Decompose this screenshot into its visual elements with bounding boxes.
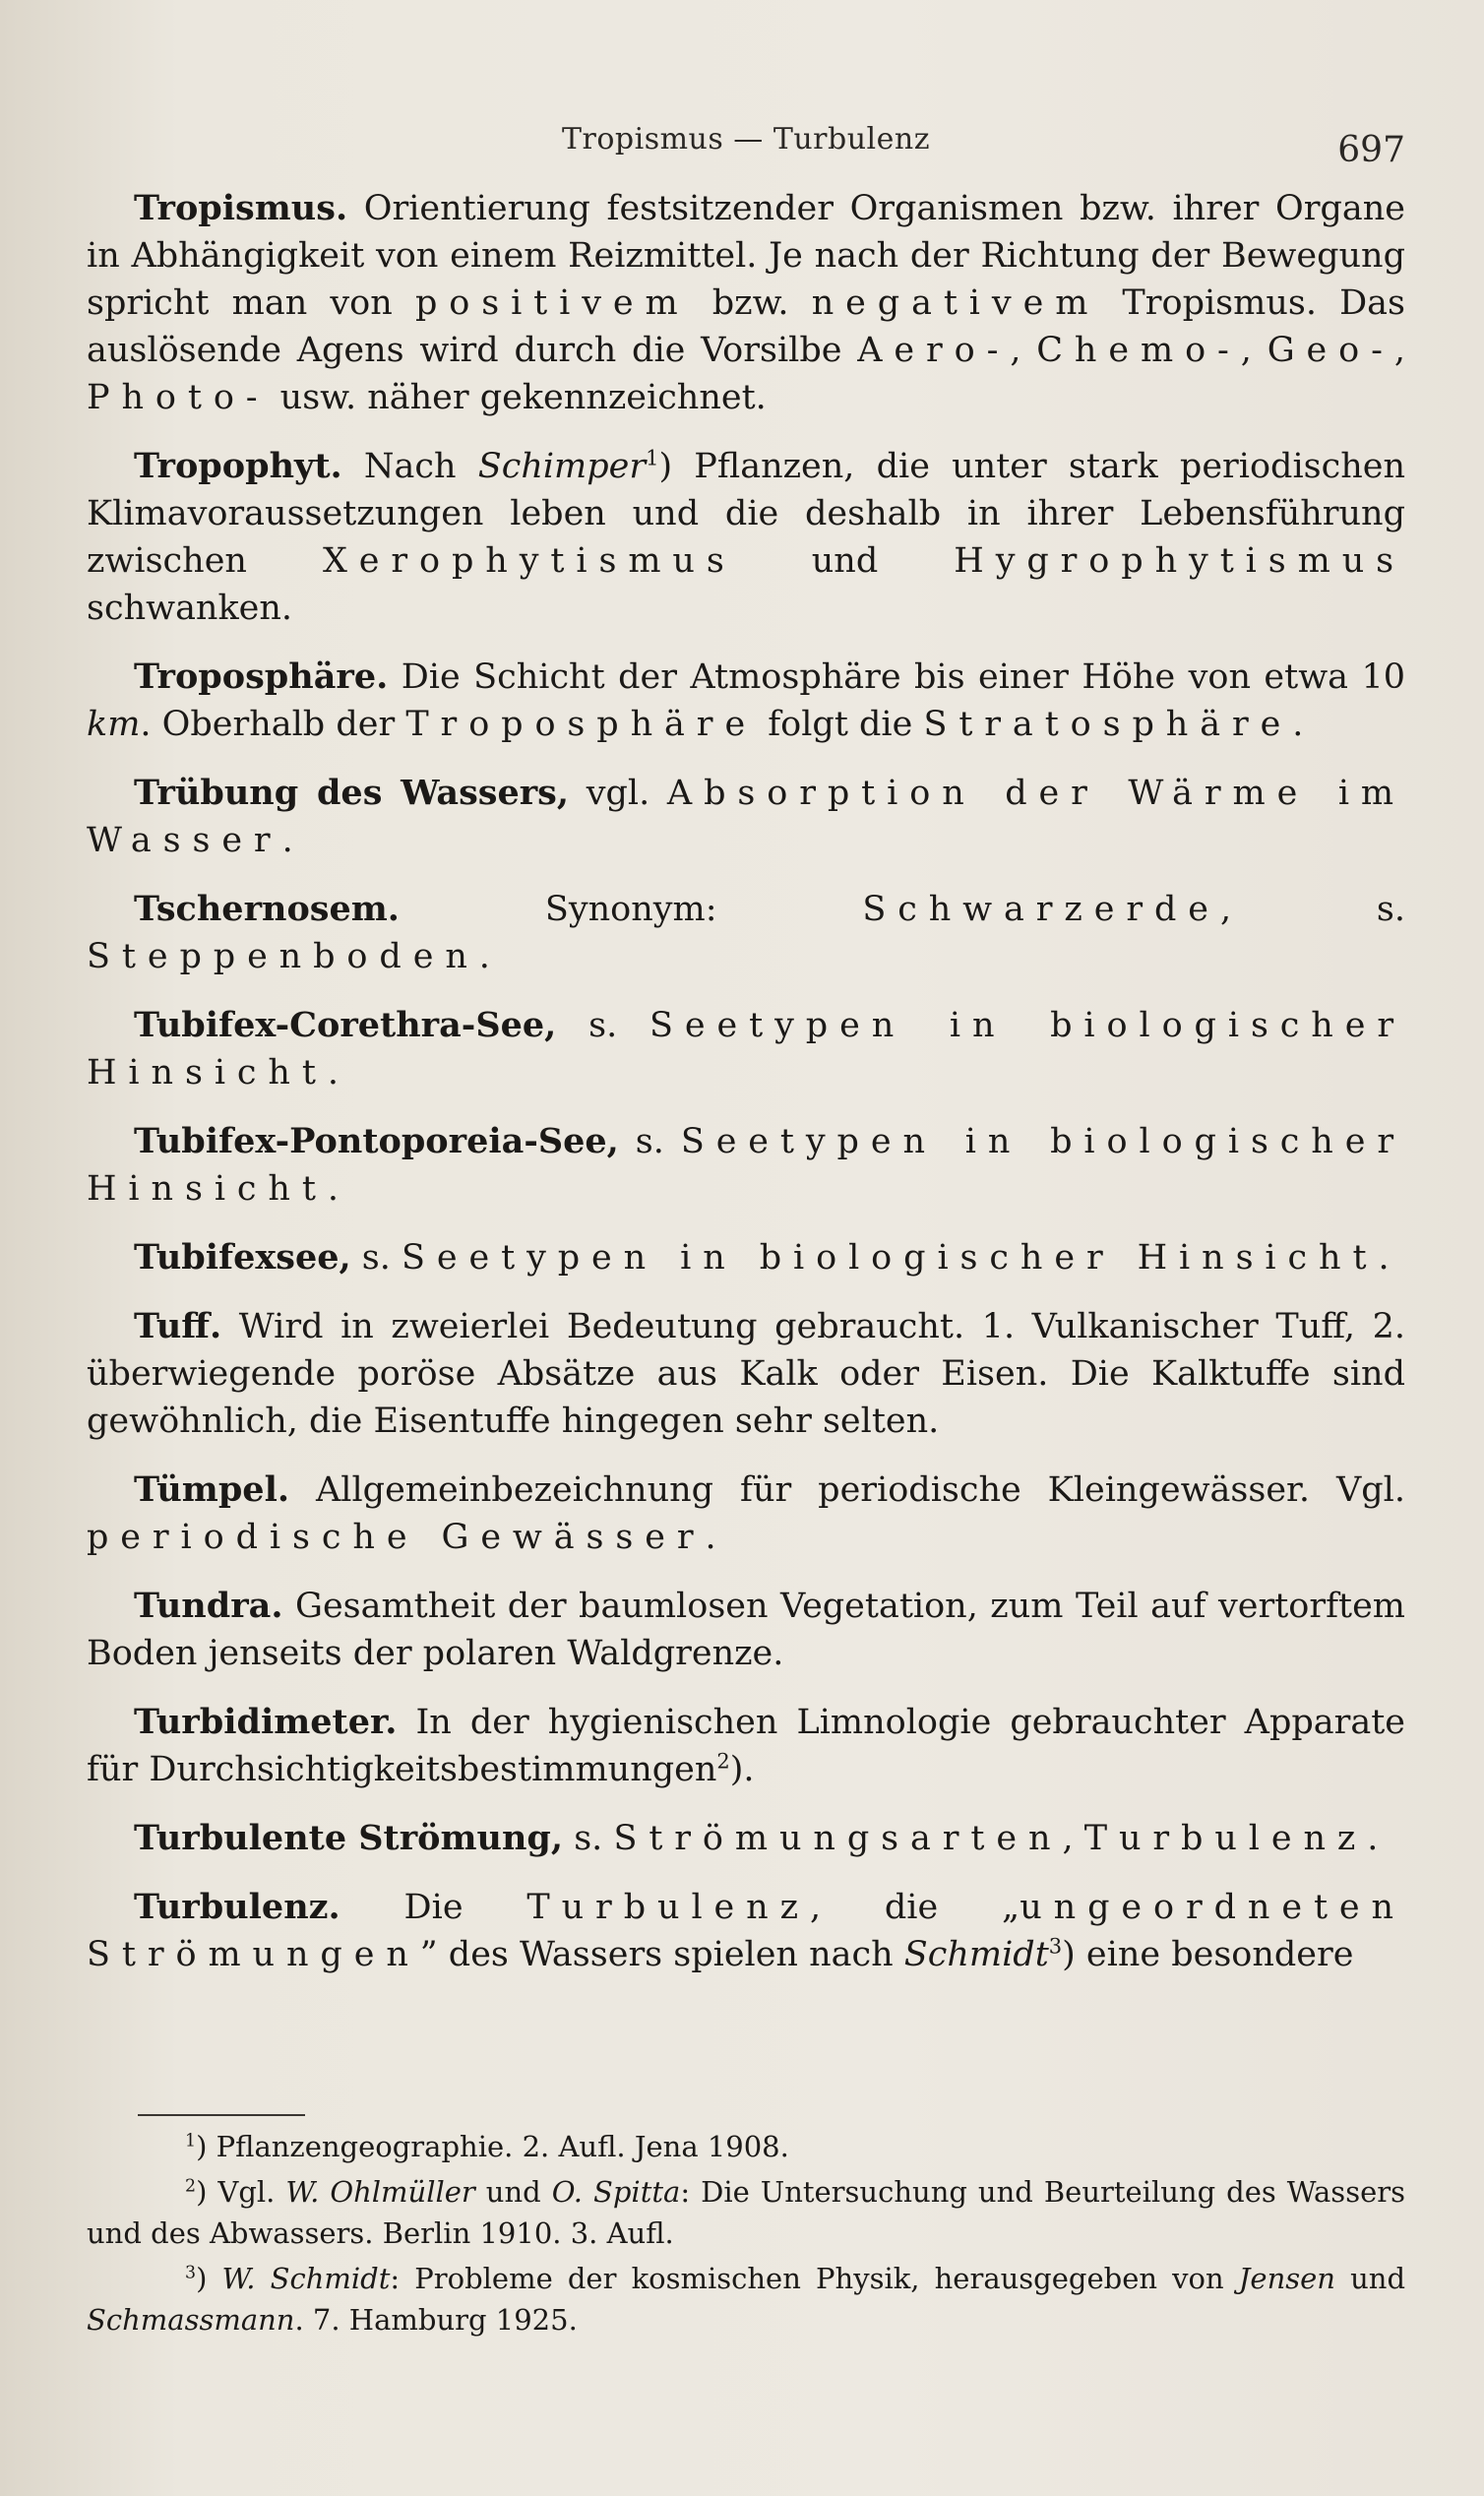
text-run: s. — [563, 1819, 614, 1858]
spaced-emphasis: ungeordneten Strömungen — [87, 1888, 1405, 1974]
dictionary-entry — [87, 1118, 1405, 1213]
text-run: Die — [340, 1888, 527, 1927]
dictionary-entry — [87, 1583, 1405, 1677]
spaced-emphasis: Chemo- — [1036, 331, 1241, 370]
text-run: Gesamtheit der baumlosen Vegetation, zum Teil auf vertorftem Boden jenseits der polaren Waldgrenze. — [87, 1587, 1405, 1673]
text-run: , — [1010, 331, 1037, 370]
dictionary-entry — [87, 1884, 1405, 1978]
text-run: schwanken. — [87, 589, 293, 628]
text-run: , — [1240, 331, 1268, 370]
entry-term: Trübung des Wassers, — [134, 773, 570, 813]
spaced-emphasis: Strömungsarten — [613, 1819, 1063, 1858]
text-run: . — [327, 1053, 339, 1092]
entry-term: Tropophyt. — [134, 446, 342, 486]
entry-term: Tubifex-Corethra-See, — [134, 1005, 557, 1045]
text-run: , s. — [1219, 890, 1405, 929]
text-run: : Die Untersuchung und Beurteilung des Wassers und des Abwassers. Berlin 1910. 3. Aufl. — [87, 2175, 1405, 2250]
dictionary-entry — [87, 1815, 1405, 1862]
text-run: . — [1292, 705, 1304, 744]
dictionary-entry — [87, 1234, 1405, 1281]
text-run: usw. näher gekennzeichnet. — [269, 378, 767, 417]
italic-name: O. Spitta — [551, 2175, 681, 2209]
spaced-emphasis: Troposphäre — [405, 705, 758, 744]
page-header — [87, 110, 1405, 169]
text-run: ) eine besondere — [1062, 1935, 1354, 1974]
footnote-marker: 3 — [185, 2263, 197, 2283]
text-run: Orientierung festsitzender Organismen bzw. ihrer Organe in Abhängigkeit von einem Reizmittel. Je nach der Richtung der Bewegung spricht man von — [87, 189, 1405, 323]
footnote-marker: 1 — [185, 2131, 197, 2152]
text-run: . — [327, 1169, 339, 1209]
text-run: : Probleme der kosmischen Physik, herausgegeben von — [390, 2262, 1239, 2295]
text-run: . — [478, 937, 490, 976]
footnote — [87, 2126, 1405, 2167]
text-run: . — [281, 821, 293, 860]
text-run: ). — [729, 1750, 755, 1789]
page-number: 697 — [1337, 130, 1405, 170]
entry-term: Turbidimeter. — [134, 1702, 398, 1742]
text-run: ) Vgl. — [196, 2175, 286, 2209]
italic-name: W. Ohlmüller — [285, 2175, 475, 2209]
entry-term: Tuff. — [134, 1306, 222, 1346]
spaced-emphasis: Geo- — [1267, 331, 1394, 370]
footnote-rule — [138, 2114, 305, 2116]
text-run: s. — [556, 1006, 650, 1045]
dictionary-entry — [87, 1466, 1405, 1561]
text-run: Synonym: — [400, 890, 863, 929]
text-run: vgl. — [569, 774, 667, 813]
text-run: Die Schicht der Atmosphäre bis einer Höhe von etwa 10 — [388, 657, 1405, 697]
spaced-emphasis: Seetypen in biologischer Hinsicht — [87, 1122, 1405, 1209]
spaced-emphasis: Hygrophytismus — [954, 541, 1405, 581]
entry-term: Tropismus. — [134, 188, 348, 228]
text-run: Allgemeinbezeichnung für periodische Kleingewässer. Vgl. — [289, 1470, 1405, 1510]
dictionary-entry — [87, 185, 1405, 421]
spaced-emphasis: Photo- — [87, 378, 270, 417]
dictionary-entries — [87, 185, 1405, 2000]
text-run: In der hygienischen Limnologie gebrauchter Apparate für Durchsichtigkeitsbestimmungen — [87, 1703, 1405, 1789]
italic-name: Schmidt — [903, 1935, 1049, 1974]
spaced-emphasis: Absorption der Wärme im Wasser — [87, 774, 1406, 860]
spaced-emphasis: Stratosphäre — [923, 705, 1293, 744]
dictionary-entry — [87, 1002, 1405, 1096]
text-run: . Oberhalb der — [140, 705, 406, 744]
text-run: s. — [618, 1122, 681, 1161]
footnote-marker: 1 — [646, 446, 659, 470]
text-run: ) — [196, 2262, 222, 2295]
text-run: und — [474, 2175, 552, 2209]
text-run: und — [735, 541, 955, 581]
footnote — [87, 2258, 1405, 2340]
footnote — [87, 2171, 1405, 2254]
italic-name: km — [87, 705, 141, 744]
italic-name: Schmassmann — [87, 2303, 295, 2337]
text-run: ” des Wassers spielen nach — [419, 1935, 904, 1974]
entry-term: Tümpel. — [134, 1469, 290, 1510]
dictionary-entry — [87, 443, 1405, 632]
spaced-emphasis: Turbulenz — [526, 1888, 810, 1927]
text-run: Nach — [341, 447, 478, 486]
text-run: Wird in zweierlei Bedeutung gebraucht. 1. Vulkanischer Tuff, 2. überwiegende poröse Absätze aus Kalk oder Eisen. Die Kalktuffe sind gewöhnlich, die Eisentuffe hingegen sehr selten. — [87, 1307, 1405, 1441]
text-run: bzw. — [689, 283, 812, 323]
spaced-emphasis: Xerophytismus — [322, 541, 736, 581]
footnote-marker: 2 — [185, 2176, 197, 2197]
spaced-emphasis: Seetypen in biologischer Hinsicht — [87, 1006, 1405, 1092]
running-head: Tropismus — Turbulenz — [561, 122, 930, 156]
text-run: . — [1367, 1819, 1379, 1858]
footnote-marker: 2 — [716, 1749, 730, 1774]
spaced-emphasis: Schwarzerde — [862, 890, 1220, 929]
dictionary-entry — [87, 1303, 1405, 1445]
text-run: . — [1378, 1238, 1390, 1278]
spaced-emphasis: Aero- — [857, 331, 1011, 370]
text-run: , die „ — [809, 1888, 1020, 1927]
spaced-emphasis: Turbulenz — [1083, 1819, 1368, 1858]
footnotes — [87, 2126, 1405, 2344]
dictionary-entry — [87, 770, 1405, 864]
spaced-emphasis: positivem — [414, 283, 690, 323]
text-run: folgt die — [757, 705, 924, 744]
spaced-emphasis: negativem — [811, 283, 1100, 323]
footnote-marker: 3 — [1048, 1934, 1063, 1959]
entry-term: Turbulente Strömung, — [134, 1818, 564, 1858]
italic-name: W. Schmidt — [221, 2262, 391, 2295]
text-run: . 7. Hamburg 1925. — [294, 2303, 578, 2337]
text-run: , — [1062, 1819, 1084, 1858]
entry-term: Tundra. — [134, 1586, 283, 1626]
spaced-emphasis: Seetypen in biologischer Hinsicht — [402, 1238, 1379, 1278]
text-run: Tropismus. Das auslösende Agens wird durch die Vorsilbe — [87, 283, 1406, 370]
text-run: s. — [350, 1238, 402, 1278]
entry-term: Tubifexsee, — [134, 1237, 351, 1278]
text-run: . — [705, 1518, 716, 1557]
entry-term: Turbulenz. — [134, 1887, 340, 1927]
dictionary-entry — [87, 1699, 1405, 1793]
text-run: , — [1393, 331, 1405, 370]
text-run: ) Pflanzengeographie. 2. Aufl. Jena 1908. — [196, 2130, 789, 2163]
italic-name: Schimper — [477, 447, 647, 486]
entry-term: Troposphäre. — [134, 656, 389, 697]
spaced-emphasis: Steppenboden — [87, 937, 479, 976]
spaced-emphasis: periodische Gewässer — [87, 1518, 706, 1557]
entry-term: Tubifex-Pontoporeia-See, — [134, 1121, 619, 1161]
text-run: und — [1334, 2262, 1406, 2295]
italic-name: Jensen — [1238, 2262, 1335, 2295]
dictionary-entry — [87, 886, 1405, 980]
entry-term: Tschernosem. — [134, 889, 400, 929]
dictionary-entry — [87, 654, 1405, 748]
text-run: ) Pflanzen, die unter stark periodischen Klimavoraussetzungen leben und die deshalb in ihrer Lebensführung zwischen — [87, 447, 1405, 581]
